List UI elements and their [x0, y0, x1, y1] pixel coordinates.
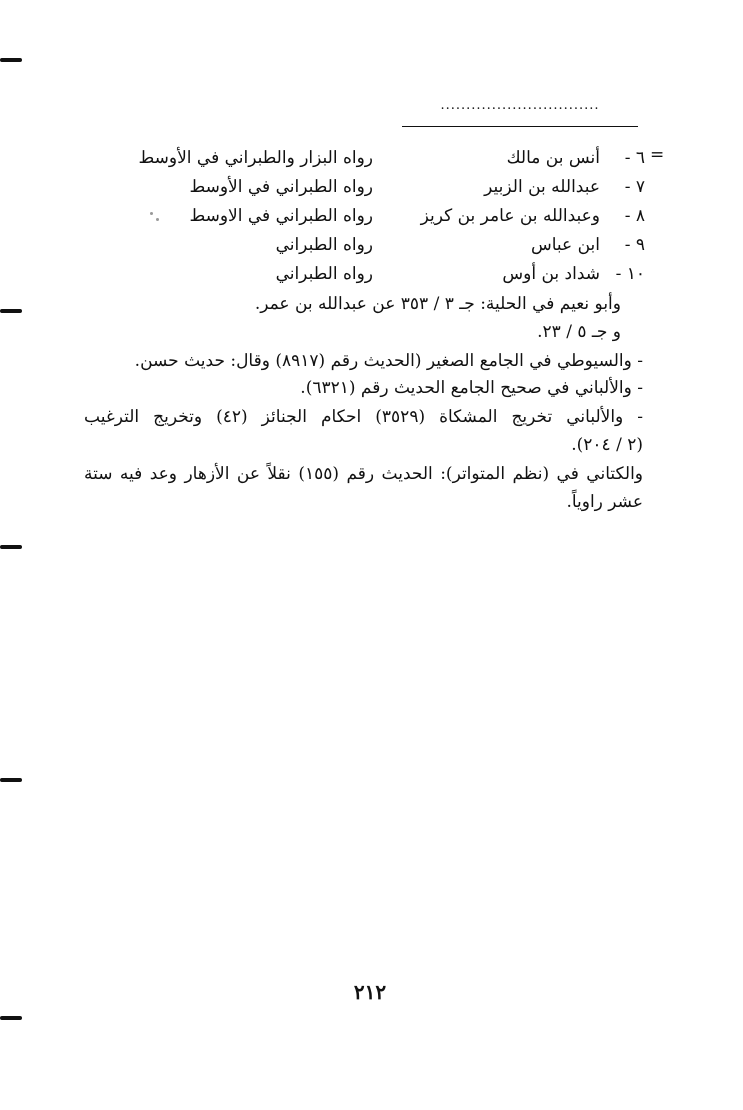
- text-line: - والسيوطي في الجامع الصغير (الحديث رقم (٨٩١٧) وقال: حديث حسن.: [134, 351, 643, 371]
- scan-speck: [156, 218, 159, 221]
- narrator-number: ٧ -: [624, 177, 645, 197]
- narrator-source: رواه الطبراني: [275, 264, 373, 284]
- narrator-source: رواه الطبراني في الاوسط: [189, 206, 373, 226]
- page-number: ٢١٢: [353, 980, 387, 1004]
- binding-mark: [0, 545, 22, 549]
- scan-speck: [150, 212, 153, 215]
- text-line: وأبو نعيم في الحلية: جـ ٣ / ٣٥٣ عن عبدالله بن عمر.: [254, 294, 621, 314]
- narrator-source: رواه البزار والطبراني في الأوسط: [138, 148, 373, 168]
- narrator-number: ١٠ -: [615, 264, 645, 284]
- narrator-name: شداد بن أوس: [502, 264, 600, 284]
- binding-mark: [0, 1016, 22, 1020]
- dotted-separator: ...............................: [440, 98, 600, 113]
- narrator-source: رواه الطبراني: [275, 235, 373, 255]
- text-line: - والألباني تخريج المشكاة (٣٥٢٩) احكام الجنائز (٤٢) وتخريج الترغيب: [84, 407, 643, 427]
- binding-mark: [0, 778, 22, 782]
- text-line: والكتاني في (نظم المتواتر): الحديث رقم (١٥٥) نقلاً عن الأزهار وعد فيه ستة: [84, 464, 643, 484]
- binding-mark: [0, 58, 22, 62]
- binding-mark: [0, 309, 22, 313]
- narrator-name: ابن عباس: [530, 235, 600, 255]
- text-line: (٢ / ٢٠٤).: [571, 435, 643, 455]
- narrator-name: وعبدالله بن عامر بن كريز: [420, 206, 600, 226]
- text-line: عشر راوياً.: [566, 492, 643, 512]
- narrator-number: ٦ -: [624, 148, 645, 168]
- narrator-number: ٨ -: [624, 206, 645, 226]
- text-line: و جـ ٥ / ٢٣.: [537, 322, 621, 342]
- continuation-marker: =: [650, 145, 665, 165]
- footnote-rule: [402, 126, 638, 127]
- narrator-source: رواه الطبراني في الأوسط: [189, 177, 373, 197]
- text-line: - والألباني في صحيح الجامع الحديث رقم (٦٣٢١).: [300, 378, 643, 398]
- narrator-name: عبدالله بن الزبير: [484, 177, 600, 197]
- narrator-number: ٩ -: [624, 235, 645, 255]
- narrator-name: أنس بن مالك: [506, 148, 600, 168]
